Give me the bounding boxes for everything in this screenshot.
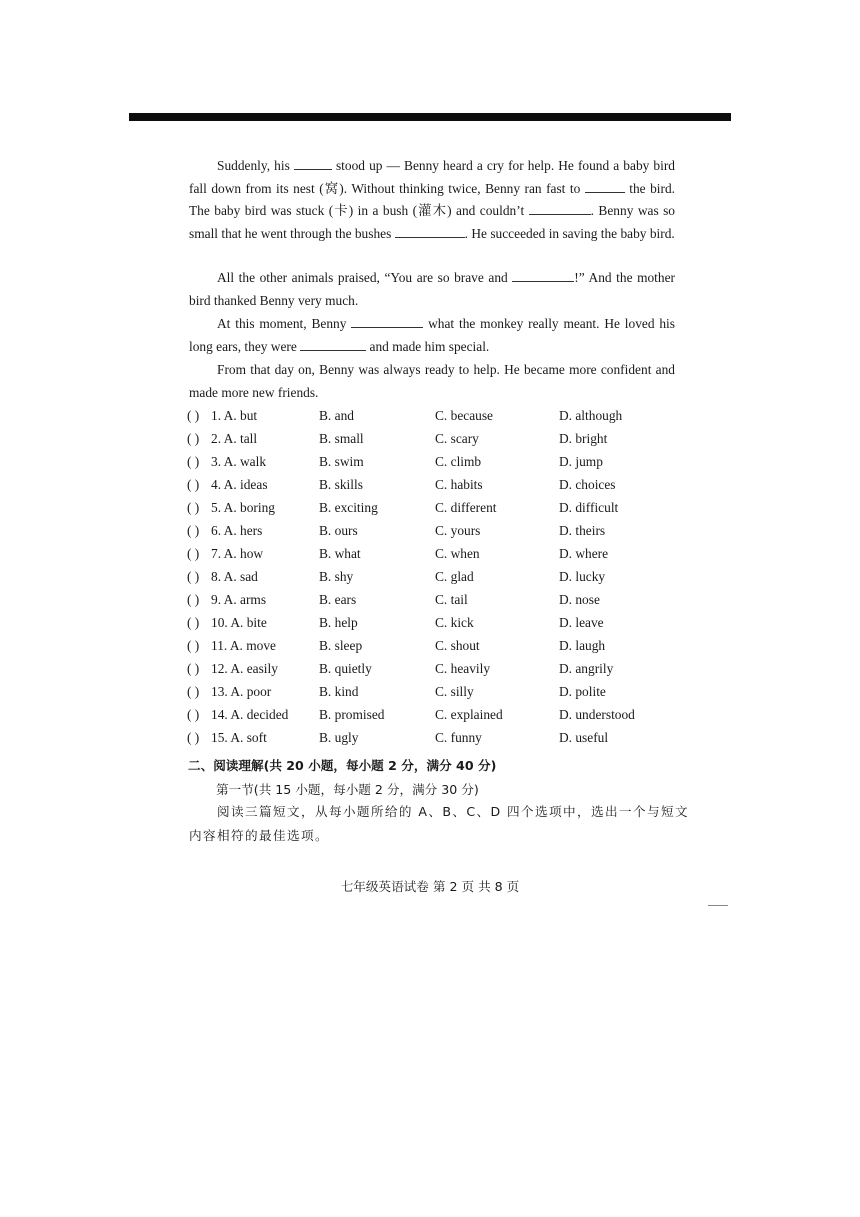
option-d: D. lucky xyxy=(559,569,606,584)
option-row xyxy=(187,477,687,497)
option-c: C. climb xyxy=(435,454,482,469)
option-a: 10. A. bite xyxy=(211,615,267,630)
answer-paren[interactable]: ( ) xyxy=(187,707,200,722)
option-c: C. different xyxy=(435,500,497,515)
option-row xyxy=(187,569,687,589)
passage-paragraph-4: From that day on, Benny was always ready to help. He became more confident and made more new friends. xyxy=(189,362,675,400)
option-a: 12. A. easily xyxy=(211,661,278,676)
blank-1 xyxy=(294,157,332,170)
passage-paragraph-3: At this moment, Benny what the monkey really meant. He loved his long ears, they were and made him special. xyxy=(189,316,675,354)
option-row xyxy=(187,592,687,612)
option-a: 3. A. walk xyxy=(211,454,267,469)
option-d: D. leave xyxy=(559,615,604,630)
option-a: 9. A. arms xyxy=(211,592,267,607)
option-b: B. ears xyxy=(319,592,357,607)
answer-paren[interactable]: ( ) xyxy=(187,500,200,515)
option-a: 7. A. how xyxy=(211,546,264,561)
answer-paren[interactable]: ( ) xyxy=(187,730,200,745)
option-d: D. bright xyxy=(559,431,608,446)
answer-paren[interactable]: ( ) xyxy=(187,684,200,699)
answer-paren[interactable]: ( ) xyxy=(187,546,200,561)
option-a: 13. A. poor xyxy=(211,684,272,699)
option-row xyxy=(187,500,687,520)
option-a: 6. A. hers xyxy=(211,523,263,538)
blank-7 xyxy=(351,315,423,328)
option-c: C. heavily xyxy=(435,661,491,676)
option-d: D. polite xyxy=(559,684,606,699)
option-d: D. although xyxy=(559,408,623,423)
option-b: B. and xyxy=(319,408,354,423)
scan-mark xyxy=(708,905,728,906)
option-a: 11. A. move xyxy=(211,638,276,653)
answer-paren[interactable]: ( ) xyxy=(187,615,200,630)
answer-paren[interactable]: ( ) xyxy=(187,638,200,653)
option-c: C. when xyxy=(435,546,480,561)
option-b: B. shy xyxy=(319,569,354,584)
option-d: D. understood xyxy=(559,707,635,722)
option-row xyxy=(187,730,687,750)
option-d: D. difficult xyxy=(559,500,619,515)
answer-paren[interactable]: ( ) xyxy=(187,477,200,492)
option-c: C. kick xyxy=(435,615,474,630)
option-c: C. funny xyxy=(435,730,482,745)
option-d: D. where xyxy=(559,546,609,561)
option-c: C. silly xyxy=(435,684,474,699)
option-c: C. yours xyxy=(435,523,481,538)
option-d: D. useful xyxy=(559,730,609,745)
blank-5 xyxy=(395,225,465,238)
answer-paren[interactable]: ( ) xyxy=(187,408,200,423)
blank-9 xyxy=(300,338,366,351)
option-c: C. because xyxy=(435,408,494,423)
option-b: B. skills xyxy=(319,477,363,492)
option-c: C. explained xyxy=(435,707,503,722)
option-a: 5. A. boring xyxy=(211,500,275,515)
option-d: D. laugh xyxy=(559,638,606,653)
section-instruction: 阅读三篇短文，从每小题所给的 A、B、C、D 四个选项中，选出一个与短文内容相符的最佳选项。 xyxy=(189,804,689,843)
option-a: 14. A. decided xyxy=(211,707,289,722)
page-footer: 七年级英语试卷 第 2 页 共 8 页 xyxy=(340,879,520,894)
passage-paragraph-1: Suddenly, his stood up — Benny heard a cry for help. He found a baby bird fall down from its nest (窝). Without thinking twice, Benny ran fast to the bird. The baby bird was stuck (卡) in a bush (灌木) and couldn’t . Benny was so small that he went through the bushes . He succeeded in saving the baby bird. xyxy=(189,158,676,241)
option-row xyxy=(187,431,687,451)
option-d: D. nose xyxy=(559,592,600,607)
option-d: D. theirs xyxy=(559,523,606,538)
option-b: B. help xyxy=(319,615,358,630)
option-row xyxy=(187,638,687,658)
option-d: D. angrily xyxy=(559,661,614,676)
option-b: B. exciting xyxy=(319,500,378,515)
answer-paren[interactable]: ( ) xyxy=(187,569,200,584)
option-b: B. swim xyxy=(319,454,364,469)
option-b: B. sleep xyxy=(319,638,363,653)
option-c: C. tail xyxy=(435,592,468,607)
option-b: B. promised xyxy=(319,707,385,722)
option-row xyxy=(187,615,687,635)
answer-paren[interactable]: ( ) xyxy=(187,592,200,607)
answer-paren[interactable]: ( ) xyxy=(187,431,200,446)
option-b: B. ours xyxy=(319,523,358,538)
part-title: 第一节(共 15 小题，每小题 2 分，满分 30 分) xyxy=(216,782,479,797)
option-row xyxy=(187,546,687,566)
option-b: B. kind xyxy=(319,684,359,699)
option-c: C. glad xyxy=(435,569,474,584)
blank-4 xyxy=(529,202,591,215)
option-c: C. scary xyxy=(435,431,479,446)
passage-paragraph-2: All the other animals praised, “You are so brave and !” And the mother bird thanked Benny very much. xyxy=(189,270,676,308)
option-a: 1. A. but xyxy=(211,408,258,423)
section-title: 二、阅读理解(共 20 小题，每小题 2 分，满分 40 分) xyxy=(188,758,497,773)
option-c: C. shout xyxy=(435,638,480,653)
option-c: C. habits xyxy=(435,477,483,492)
option-d: D. choices xyxy=(559,477,616,492)
option-row xyxy=(187,408,687,428)
option-b: B. what xyxy=(319,546,361,561)
option-a: 4. A. ideas xyxy=(211,477,268,492)
answer-paren[interactable]: ( ) xyxy=(187,523,200,538)
option-row xyxy=(187,684,687,704)
header-rule xyxy=(129,113,731,121)
answer-paren[interactable]: ( ) xyxy=(187,454,200,469)
option-row xyxy=(187,707,687,727)
blank-3 xyxy=(585,180,625,193)
answer-paren[interactable]: ( ) xyxy=(187,661,200,676)
option-a: 8. A. sad xyxy=(211,569,258,584)
blank-6 xyxy=(512,269,574,282)
option-b: B. quietly xyxy=(319,661,372,676)
option-b: B. ugly xyxy=(319,730,359,745)
option-d: D. jump xyxy=(559,454,603,469)
option-b: B. small xyxy=(319,431,364,446)
option-a: 2. A. tall xyxy=(211,431,258,446)
option-row xyxy=(187,454,687,474)
option-a: 15. A. soft xyxy=(211,730,267,745)
option-row xyxy=(187,661,687,681)
option-row xyxy=(187,523,687,543)
